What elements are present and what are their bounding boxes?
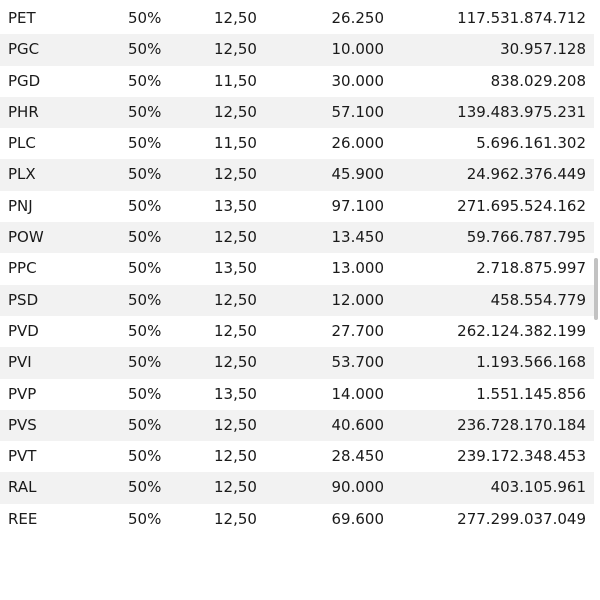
value-cell: 30.957.128 — [500, 40, 586, 59]
table-row[interactable] — [0, 253, 594, 284]
price-cell: 53.700 — [331, 353, 384, 372]
symbol-cell: PVS — [8, 415, 37, 434]
percent-cell: 50% — [128, 40, 162, 59]
value-cell: 1.551.145.856 — [476, 384, 586, 403]
rate-cell: 12,50 — [214, 9, 257, 27]
rate-cell: 11,50 — [214, 71, 257, 90]
table-row[interactable] — [0, 379, 594, 410]
table-row[interactable] — [0, 159, 594, 190]
symbol-cell: PLX — [8, 165, 36, 184]
percent-cell: 50% — [128, 321, 162, 340]
value-cell: 24.962.376.449 — [466, 165, 586, 184]
symbol-cell: PHR — [8, 102, 39, 121]
rate-cell: 13,50 — [214, 196, 257, 215]
symbol-cell: REE — [8, 509, 38, 528]
price-cell: 26.250 — [331, 9, 384, 27]
price-cell: 13.000 — [331, 259, 384, 278]
rate-cell: 12,50 — [214, 165, 257, 184]
value-cell: 1.193.566.168 — [476, 353, 586, 372]
value-cell: 403.105.961 — [490, 478, 586, 497]
price-cell: 26.000 — [331, 134, 384, 153]
symbol-cell: PNJ — [8, 196, 33, 215]
table-row[interactable] — [0, 285, 594, 316]
symbol-cell: PVT — [8, 447, 37, 466]
rate-cell: 12,50 — [214, 40, 257, 59]
rate-cell: 12,50 — [214, 478, 257, 497]
table-row[interactable] — [0, 316, 594, 347]
symbol-cell: PSD — [8, 290, 39, 309]
price-cell: 69.600 — [331, 509, 384, 528]
symbol-cell: PPC — [8, 259, 37, 278]
price-cell: 97.100 — [331, 196, 384, 215]
rate-cell: 11,50 — [214, 134, 257, 153]
price-cell: 12.000 — [331, 290, 384, 309]
percent-cell: 50% — [128, 509, 162, 528]
table-row[interactable] — [0, 97, 594, 128]
value-cell: 236.728.170.184 — [457, 415, 586, 434]
rate-cell: 12,50 — [214, 509, 257, 528]
rate-cell: 12,50 — [214, 321, 257, 340]
price-cell: 40.600 — [331, 415, 384, 434]
percent-cell: 50% — [128, 353, 162, 372]
value-cell: 117.531.874.712 — [457, 9, 586, 27]
table-row[interactable] — [0, 34, 594, 65]
price-cell: 28.450 — [331, 447, 384, 466]
value-cell: 139.483.975.231 — [457, 102, 586, 121]
table-row[interactable] — [0, 504, 594, 535]
price-cell: 30.000 — [331, 71, 384, 90]
table-row[interactable] — [0, 128, 594, 159]
price-cell: 45.900 — [331, 165, 384, 184]
price-cell: 57.100 — [331, 102, 384, 121]
price-cell: 13.450 — [331, 228, 384, 247]
price-cell: 90.000 — [331, 478, 384, 497]
percent-cell: 50% — [128, 384, 162, 403]
percent-cell: 50% — [128, 134, 162, 153]
table-row[interactable] — [0, 3, 594, 34]
table-row[interactable] — [0, 66, 594, 97]
symbol-cell: PVD — [8, 321, 39, 340]
table-row[interactable] — [0, 347, 594, 378]
symbol-cell: PGC — [8, 40, 40, 59]
rate-cell: 12,50 — [214, 353, 257, 372]
symbol-cell: RAL — [8, 478, 37, 497]
table-row[interactable] — [0, 410, 594, 441]
symbol-cell: PLC — [8, 134, 36, 153]
price-cell: 10.000 — [331, 40, 384, 59]
value-cell: 271.695.524.162 — [457, 196, 586, 215]
percent-cell: 50% — [128, 102, 162, 121]
rate-cell: 13,50 — [214, 384, 257, 403]
percent-cell: 50% — [128, 196, 162, 215]
percent-cell: 50% — [128, 71, 162, 90]
table-row[interactable] — [0, 191, 594, 222]
rate-cell: 13,50 — [214, 259, 257, 278]
value-cell: 5.696.161.302 — [476, 134, 586, 153]
percent-cell: 50% — [128, 259, 162, 278]
data-table — [0, 3, 594, 535]
percent-cell: 50% — [128, 9, 162, 27]
table-row[interactable] — [0, 441, 594, 472]
percent-cell: 50% — [128, 415, 162, 434]
rate-cell: 12,50 — [214, 228, 257, 247]
rate-cell: 12,50 — [214, 290, 257, 309]
symbol-cell: PET — [8, 9, 36, 27]
vertical-scrollbar[interactable] — [594, 0, 600, 600]
price-cell: 27.700 — [331, 321, 384, 340]
percent-cell: 50% — [128, 228, 162, 247]
value-cell: 2.718.875.997 — [476, 259, 586, 278]
rate-cell: 12,50 — [214, 415, 257, 434]
percent-cell: 50% — [128, 478, 162, 497]
percent-cell: 50% — [128, 447, 162, 466]
symbol-cell: PVP — [8, 384, 37, 403]
rate-cell: 12,50 — [214, 447, 257, 466]
table-row[interactable] — [0, 222, 594, 253]
percent-cell: 50% — [128, 165, 162, 184]
value-cell: 239.172.348.453 — [457, 447, 586, 466]
value-cell: 262.124.382.199 — [457, 321, 586, 340]
symbol-cell: PVI — [8, 353, 32, 372]
symbol-cell: PGD — [8, 71, 41, 90]
value-cell: 59.766.787.795 — [466, 228, 586, 247]
value-cell: 277.299.037.049 — [457, 509, 586, 528]
price-cell: 14.000 — [331, 384, 384, 403]
table-row[interactable] — [0, 472, 594, 503]
symbol-cell: POW — [8, 228, 44, 247]
value-cell: 458.554.779 — [490, 290, 586, 309]
percent-cell: 50% — [128, 290, 162, 309]
scrollbar-thumb[interactable] — [594, 258, 598, 320]
value-cell: 838.029.208 — [490, 71, 586, 90]
rate-cell: 12,50 — [214, 102, 257, 121]
